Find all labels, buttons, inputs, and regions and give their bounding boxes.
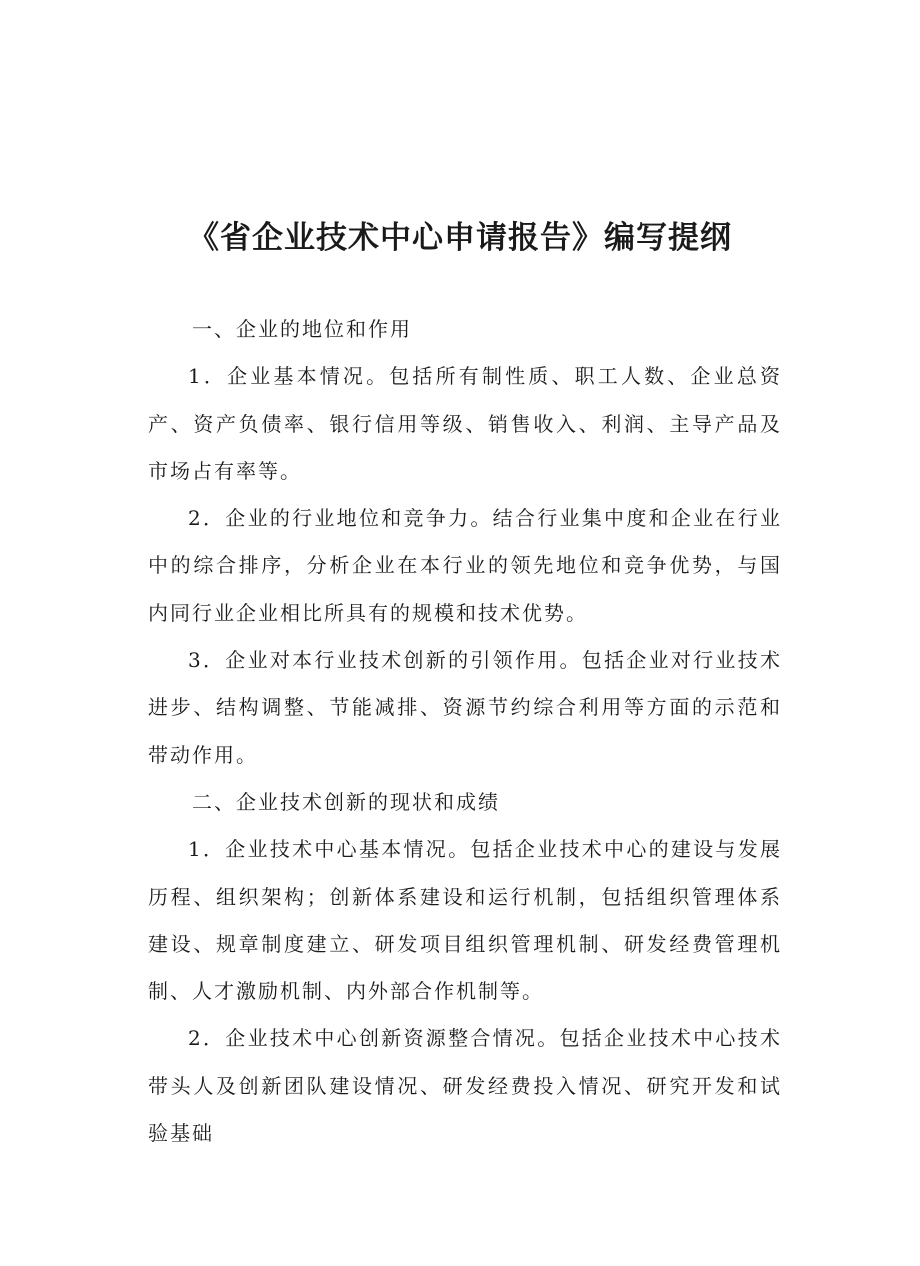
section-heading-2: 二、企业技术创新的现状和成绩 xyxy=(192,789,500,814)
paragraph-1-1: 1．企业基本情况。包括所有制性质、职工人数、企业总资产、资产负债率、银行信用等级、销售收入、利润、主导产品及市场占有率等。 xyxy=(148,364,782,483)
paragraph-2-1: 1．企业技术中心基本情况。包括企业技术中心的建设与发展历程、组织架构；创新体系建设和运行机制，包括组织管理体系建设、规章制度建立、研发项目组织管理机制、研发经费管理机制、人才激励机制、内外部合作机制等。 xyxy=(148,837,782,1004)
paragraph-2-2: 2．企业技术中心创新资源整合情况。包括企业技术中心技术带头人及创新团队建设情况、研发经费投入情况、研究开发和试验基础 xyxy=(148,1026,782,1146)
paragraph-1-2: 2．企业的行业地位和竞争力。结合行业集中度和企业在行业中的综合排序，分析企业在本行业的领先地位和竞争优势，与国内同行业企业相比所具有的规模和技术优势。 xyxy=(148,506,782,625)
document-title: 《省企业技术中心申请报告》编写提纲 xyxy=(188,220,732,256)
section-heading-1: 一、企业的地位和作用 xyxy=(192,317,412,341)
paragraph-1-3: 3．企业对本行业技术创新的引领作用。包括企业对行业技术进步、结构调整、节能减排、资源节约综合利用等方面的示范和带动作用。 xyxy=(148,648,782,767)
document-body xyxy=(148,306,782,1157)
